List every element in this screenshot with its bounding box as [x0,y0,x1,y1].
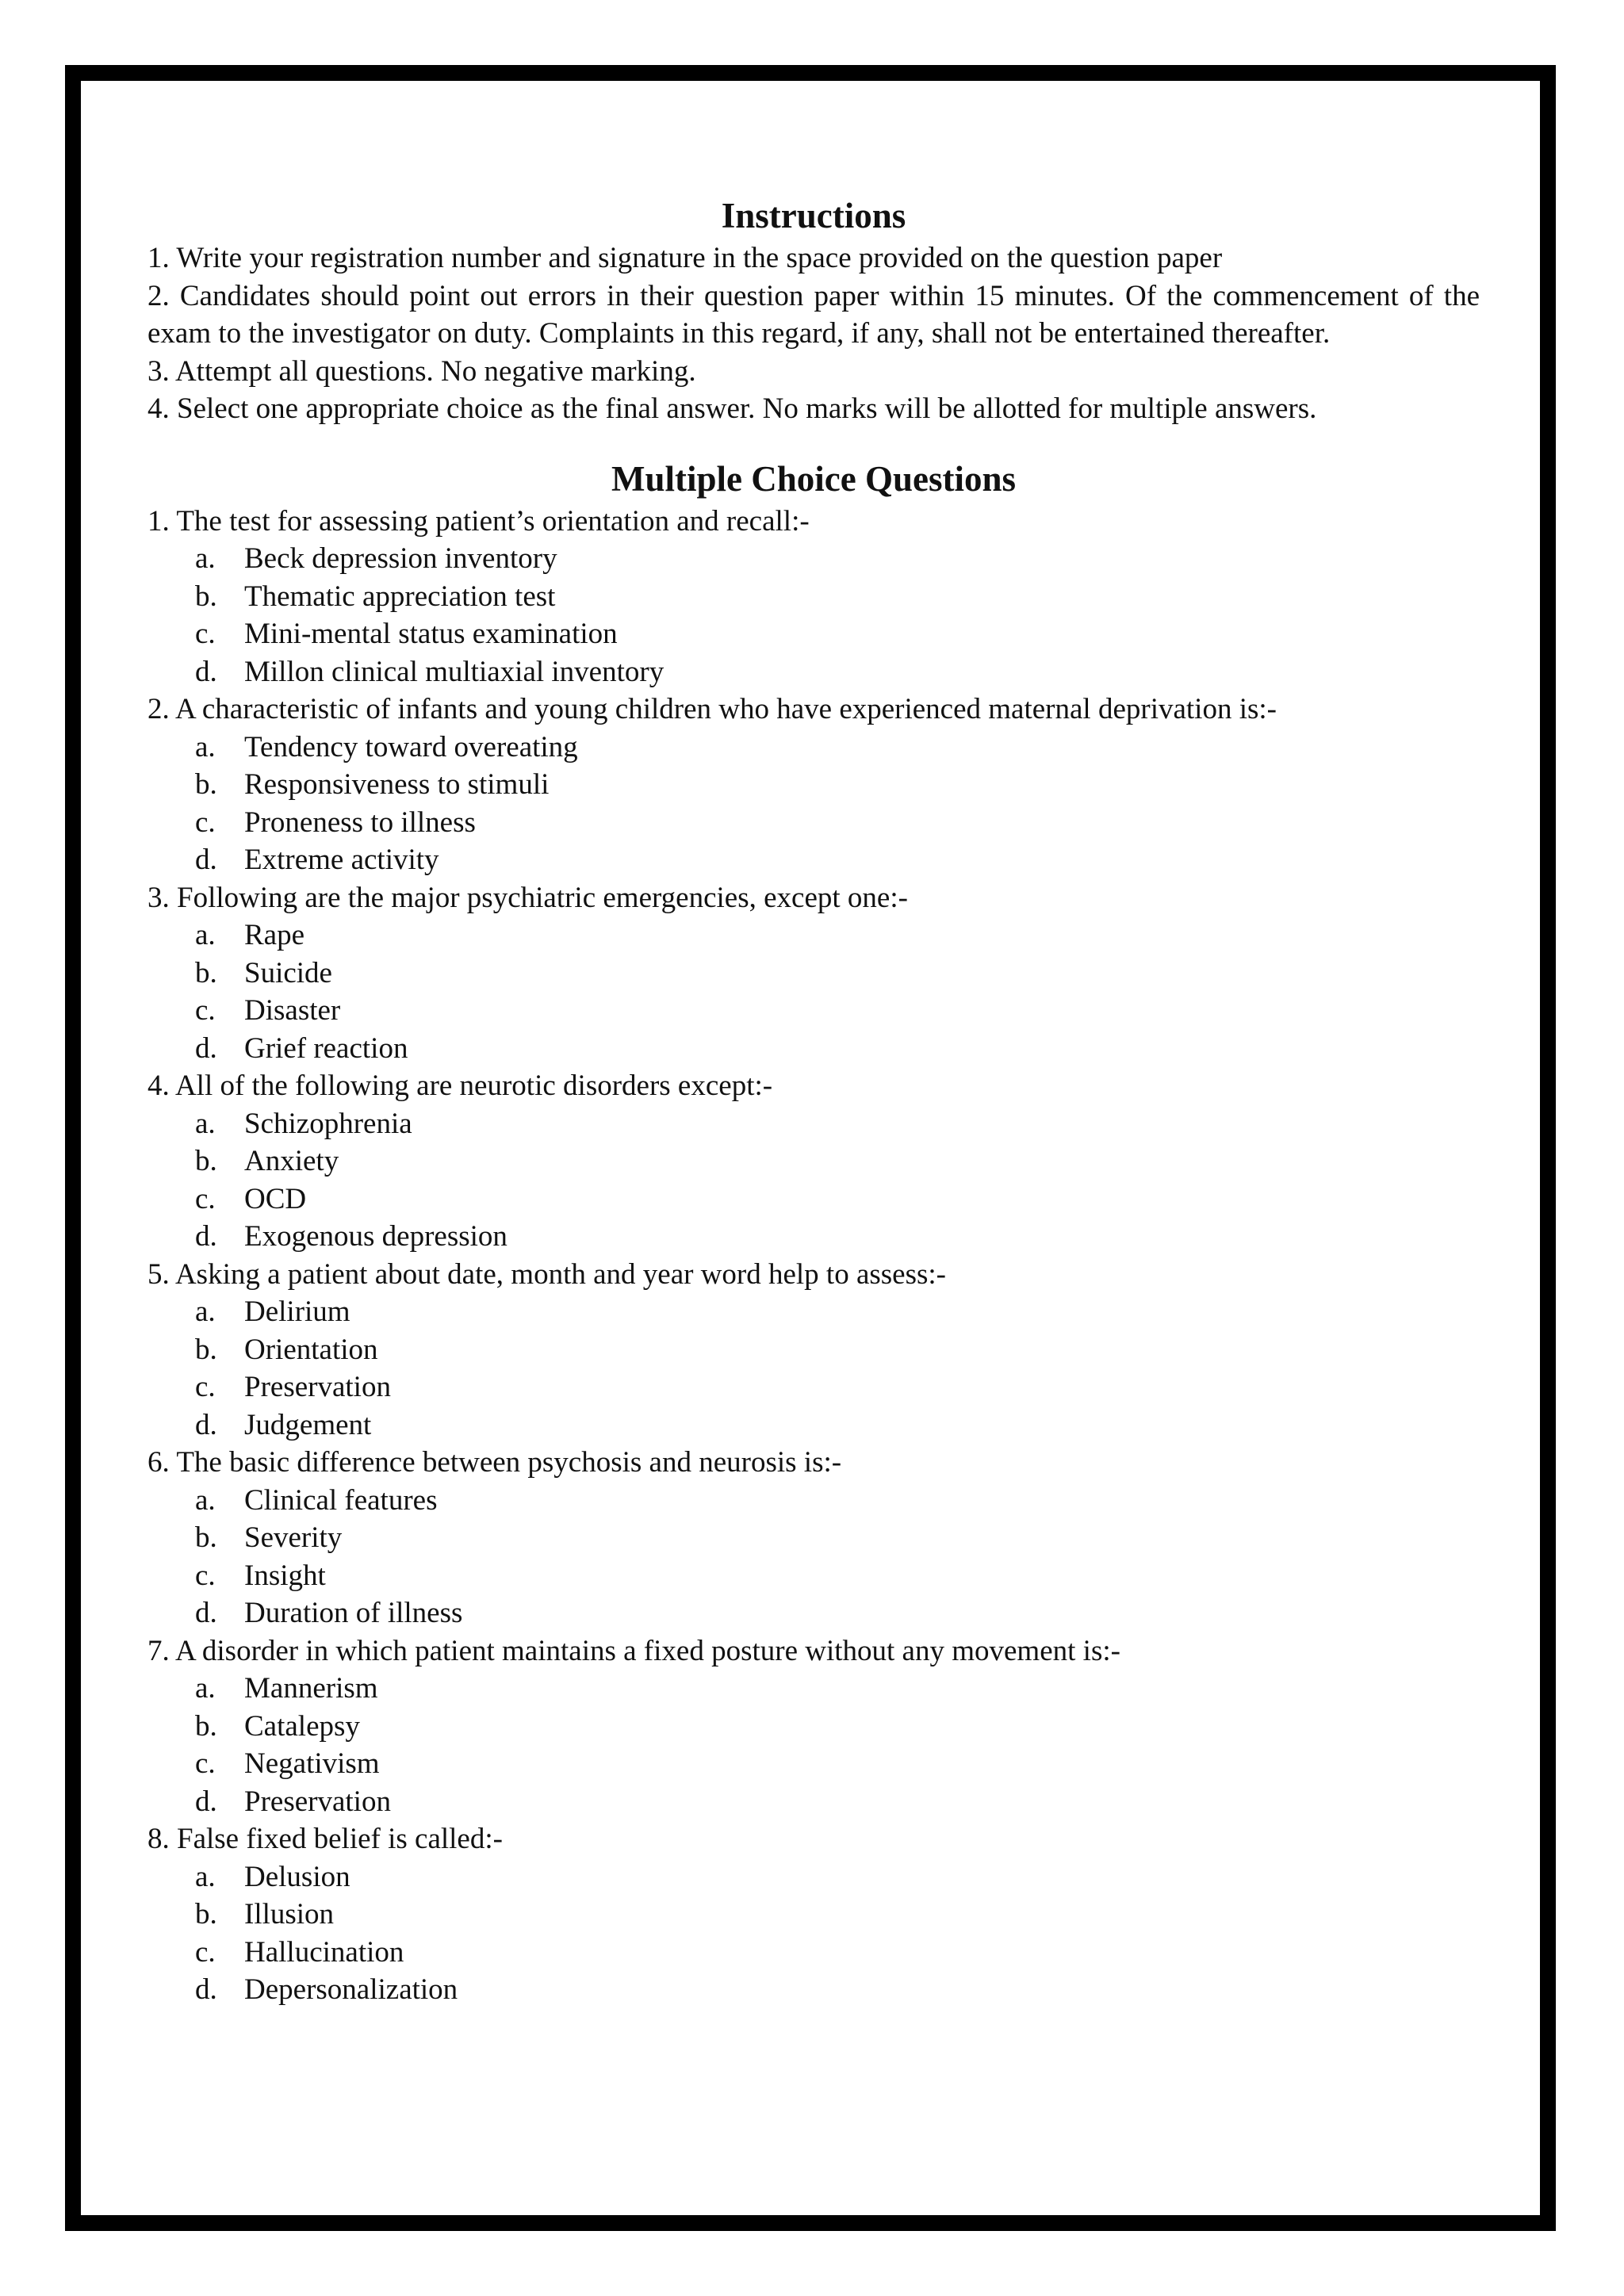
option-letter: b. [195,1709,217,1743]
option-letter: d. [195,1220,217,1253]
option-letter: d. [195,655,217,688]
answer-option [147,540,1480,578]
answer-option [147,1783,1480,1821]
option-text: Mannerism [244,1672,378,1705]
option-text: OCD [244,1182,307,1215]
question-block [147,1632,1480,1821]
option-text: Disaster [244,994,341,1027]
option-list [147,1105,1480,1256]
option-letter: a. [195,1860,216,1893]
option-letter: b. [195,768,217,801]
option-text: Judgement [244,1408,372,1441]
option-list [147,1670,1480,1820]
question-text: 4. All of the following are neurotic disorders except:- [147,1070,773,1102]
option-letter: d. [195,1597,217,1629]
option-letter: b. [195,1333,217,1366]
option-text: Insight [244,1559,326,1592]
answer-option [147,1368,1480,1406]
question-text: 6. The basic difference between psychosis and neurosis is:- [147,1446,842,1479]
option-list [147,1293,1480,1444]
option-letter: b. [195,1145,217,1177]
option-letter: c. [195,1182,216,1215]
question-list [147,503,1480,2009]
option-list [147,1482,1480,1632]
option-letter: c. [195,1935,216,1969]
question-block [147,1256,1480,1445]
instruction-item: 4. Select one appropriate choice as the final answer. No marks will be allotted for multiple answers. [147,392,1317,425]
option-letter: a. [195,1672,216,1705]
option-text: Tendency toward overeating [244,730,578,763]
option-letter: a. [195,1295,216,1328]
mcq-title: Multiple Choice Questions [611,458,1016,499]
option-text: Exogenous depression [244,1220,508,1253]
question-block [147,1444,1480,1632]
option-text: Grief reaction [244,1031,408,1065]
answer-option [147,766,1480,804]
answer-option [147,1218,1480,1256]
option-text: Duration of illness [244,1597,463,1629]
answer-option [147,1858,1480,1896]
question-block [147,1067,1480,1256]
answer-option [147,1482,1480,1520]
option-list [147,729,1480,879]
answer-option [147,1934,1480,1972]
option-letter: c. [195,806,216,839]
option-letter: b. [195,1898,217,1931]
option-letter: a. [195,542,216,575]
instructions-title: Instructions [721,196,906,235]
answer-option [147,1406,1480,1445]
answer-option [147,1181,1480,1219]
option-text: Delirium [244,1295,350,1328]
option-letter: a. [195,730,216,763]
answer-option [147,653,1480,691]
answer-option [147,1971,1480,2009]
answer-option [147,615,1480,653]
instruction-item: 3. Attempt all questions. No negative marking. [147,354,696,388]
answer-option [147,841,1480,879]
option-list [147,540,1480,691]
answer-option [147,729,1480,767]
answer-option [147,804,1480,842]
option-letter: a. [195,919,216,951]
answer-option [147,1293,1480,1331]
option-text: Delusion [244,1860,350,1893]
option-text: Beck depression inventory [244,542,557,575]
option-letter: d. [195,1408,217,1441]
option-text: Preservation [244,1785,391,1818]
option-text: Catalepsy [244,1709,360,1743]
question-block [147,503,1480,691]
answer-option [147,1030,1480,1068]
answer-option [147,992,1480,1030]
answer-option [147,1670,1480,1708]
question-text: 5. Asking a patient about date, month and year word help to assess:- [147,1257,947,1291]
answer-option [147,1594,1480,1632]
option-text: Extreme activity [244,844,439,876]
option-letter: d. [195,1785,217,1818]
option-letter: c. [195,1559,216,1592]
question-text: 3. Following are the major psychiatric emergencies, except one:- [147,881,908,914]
answer-option [147,1142,1480,1181]
answer-option [147,1557,1480,1595]
answer-option [147,955,1480,993]
option-text: Suicide [244,956,332,989]
option-letter: b. [195,1521,217,1554]
question-block [147,691,1480,879]
instruction-item: 2. Candidates should point out errors in their question paper within 15 minutes. Of the commencement of the exam to the investigator on duty. Complaints in this regard, if any, shall not be entertained thereafter. [147,279,1480,350]
instructions-list [147,239,1480,428]
option-letter: a. [195,1483,216,1517]
option-letter: c. [195,618,216,650]
answer-option [147,1331,1480,1369]
option-letter: d. [195,1973,217,2006]
option-text: Responsiveness to stimuli [244,768,550,801]
option-letter: c. [195,1747,216,1780]
option-text: Schizophrenia [244,1107,412,1140]
question-text: 7. A disorder in which patient maintains a fixed posture without any movement is:- [147,1634,1120,1667]
option-letter: b. [195,580,217,613]
option-text: Illusion [244,1898,335,1931]
option-text: Severity [244,1521,343,1554]
question-text: 1. The test for assessing patient’s orientation and recall:- [147,504,810,538]
option-letter: c. [195,994,216,1027]
option-letter: d. [195,844,217,876]
option-list [147,916,1480,1067]
option-text: Negativism [244,1747,380,1780]
instruction-item: 1. Write your registration number and signature in the space provided on the question paper [147,242,1223,274]
answer-option [147,1105,1480,1143]
option-text: Mini-mental status examination [244,618,618,650]
option-letter: d. [195,1031,217,1065]
option-text: Hallucination [244,1935,404,1969]
option-text: Rape [244,919,305,951]
option-letter: b. [195,956,217,989]
option-text: Depersonalization [244,1973,458,2006]
option-list [147,1858,1480,2009]
option-text: Preservation [244,1371,391,1403]
option-text: Thematic appreciation test [244,580,556,613]
option-text: Clinical features [244,1483,438,1517]
question-text: 8. False fixed belief is called:- [147,1823,503,1855]
question-block [147,1820,1480,2009]
answer-option [147,1708,1480,1746]
answer-option [147,1896,1480,1934]
option-text: Anxiety [244,1145,339,1177]
exam-content [147,192,1480,2009]
answer-option [147,916,1480,955]
option-text: Millon clinical multiaxial inventory [244,655,665,688]
option-letter: c. [195,1371,216,1403]
question-text: 2. A characteristic of infants and young children who have experienced maternal deprivation is:- [147,693,1277,725]
answer-option [147,578,1480,616]
answer-option [147,1745,1480,1783]
option-letter: a. [195,1107,216,1140]
question-block [147,879,1480,1068]
answer-option [147,1519,1480,1557]
option-text: Orientation [244,1333,378,1366]
option-text: Proneness to illness [244,806,476,839]
